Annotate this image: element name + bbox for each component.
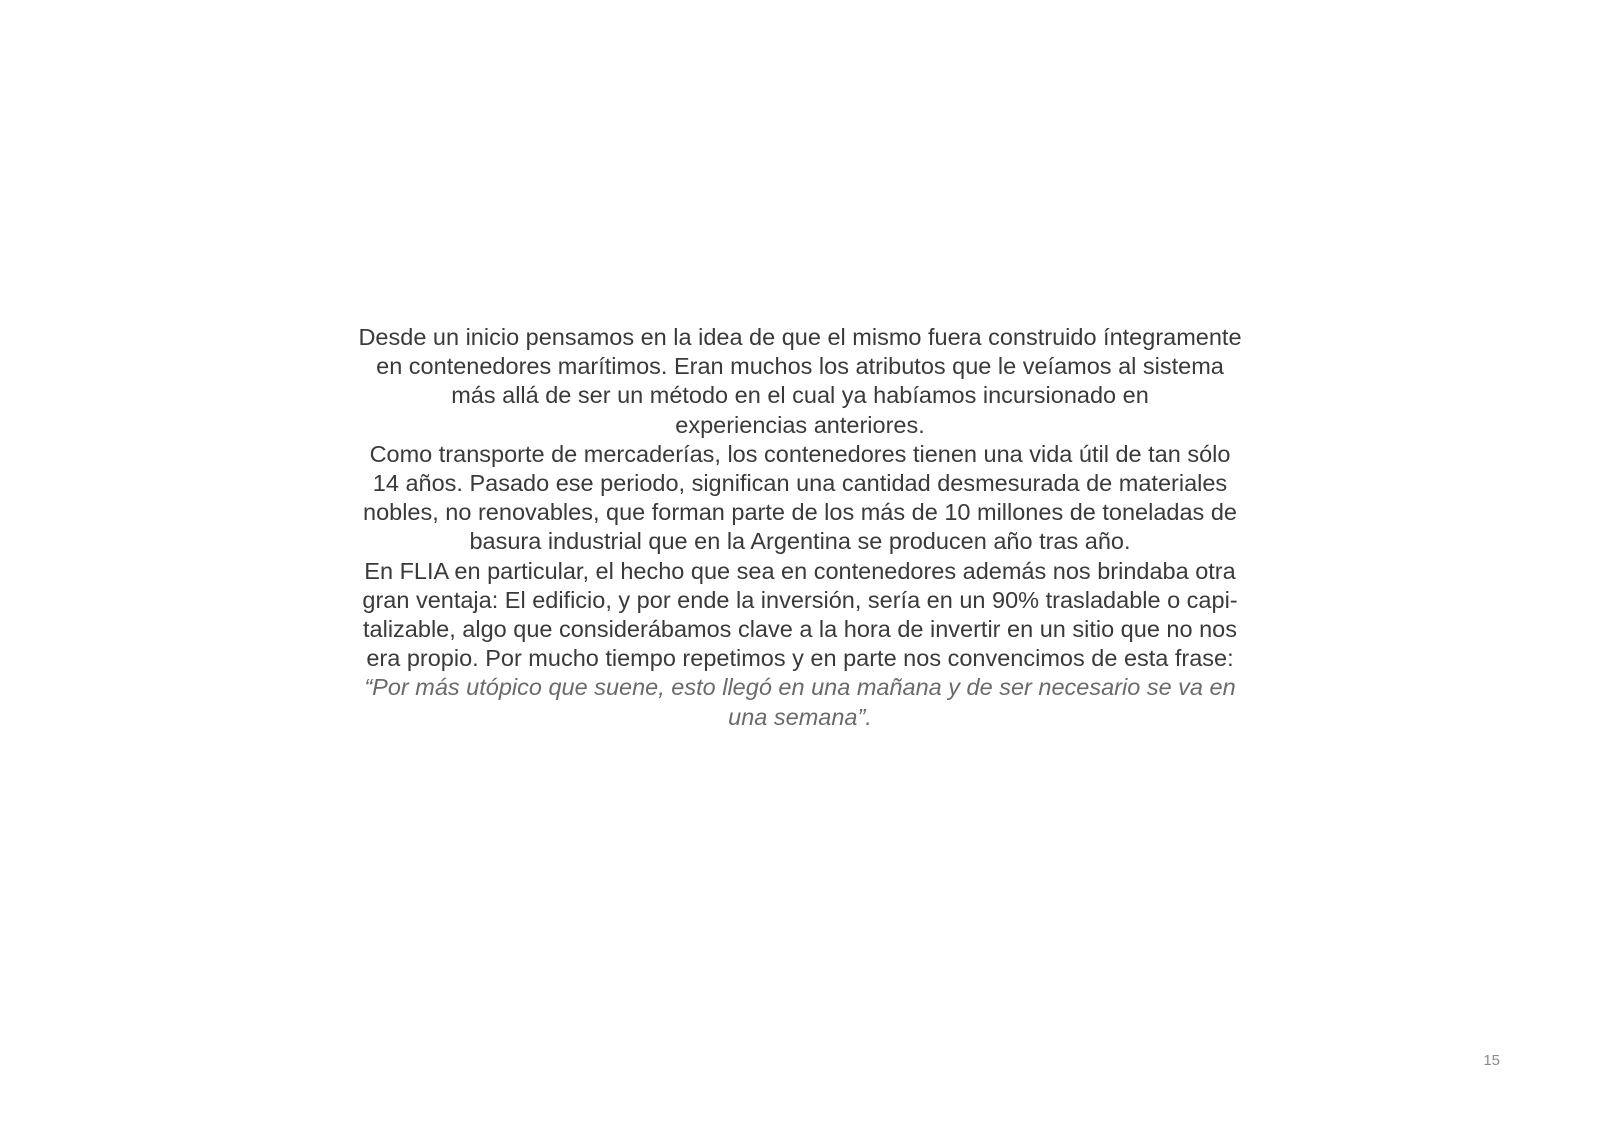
body-line: Desde un inicio pensamos en la idea de que el mismo fuera construido íntegramente — [358, 324, 1242, 350]
body-text — [300, 323, 1300, 732]
body-line: gran ventaja: El edificio, y por ende la inversión, sería en un 90% trasladable o capi- — [362, 586, 1238, 613]
body-line: En FLIA en particular, el hecho que sea en contenedores además nos brindaba otra — [364, 557, 1236, 584]
body-line: más allá de ser un método en el cual ya habíamos incursionado en — [451, 382, 1149, 409]
quote-line: “Por más utópico que suene, esto llegó en una mañana y de ser necesario se va en — [364, 674, 1236, 701]
body-line: 14 años. Pasado ese periodo, significan una cantidad desmesurada de materiales — [372, 470, 1228, 497]
body-line: experiencias anteriores. — [675, 411, 925, 438]
body-line: talizable, algo que considerábamos clave a la hora de invertir en un sitio que no nos — [363, 616, 1237, 643]
body-line: basura industrial que en la Argentina se producen año tras año. — [469, 528, 1131, 555]
page-number: 15 — [1483, 1052, 1500, 1069]
body-line: era propio. Por mucho tiempo repetimos y en parte nos convencimos de esta frase: — [366, 645, 1234, 672]
body-line: en contenedores marítimos. Eran muchos los atributos que le veíamos al sistema — [376, 353, 1224, 380]
quote-line: una semana”. — [728, 703, 872, 730]
body-line: nobles, no renovables, que forman parte de los más de 10 millones de toneladas de — [363, 499, 1237, 526]
body-line: Como transporte de mercaderías, los contenedores tienen una vida útil de tan sólo — [369, 440, 1231, 467]
